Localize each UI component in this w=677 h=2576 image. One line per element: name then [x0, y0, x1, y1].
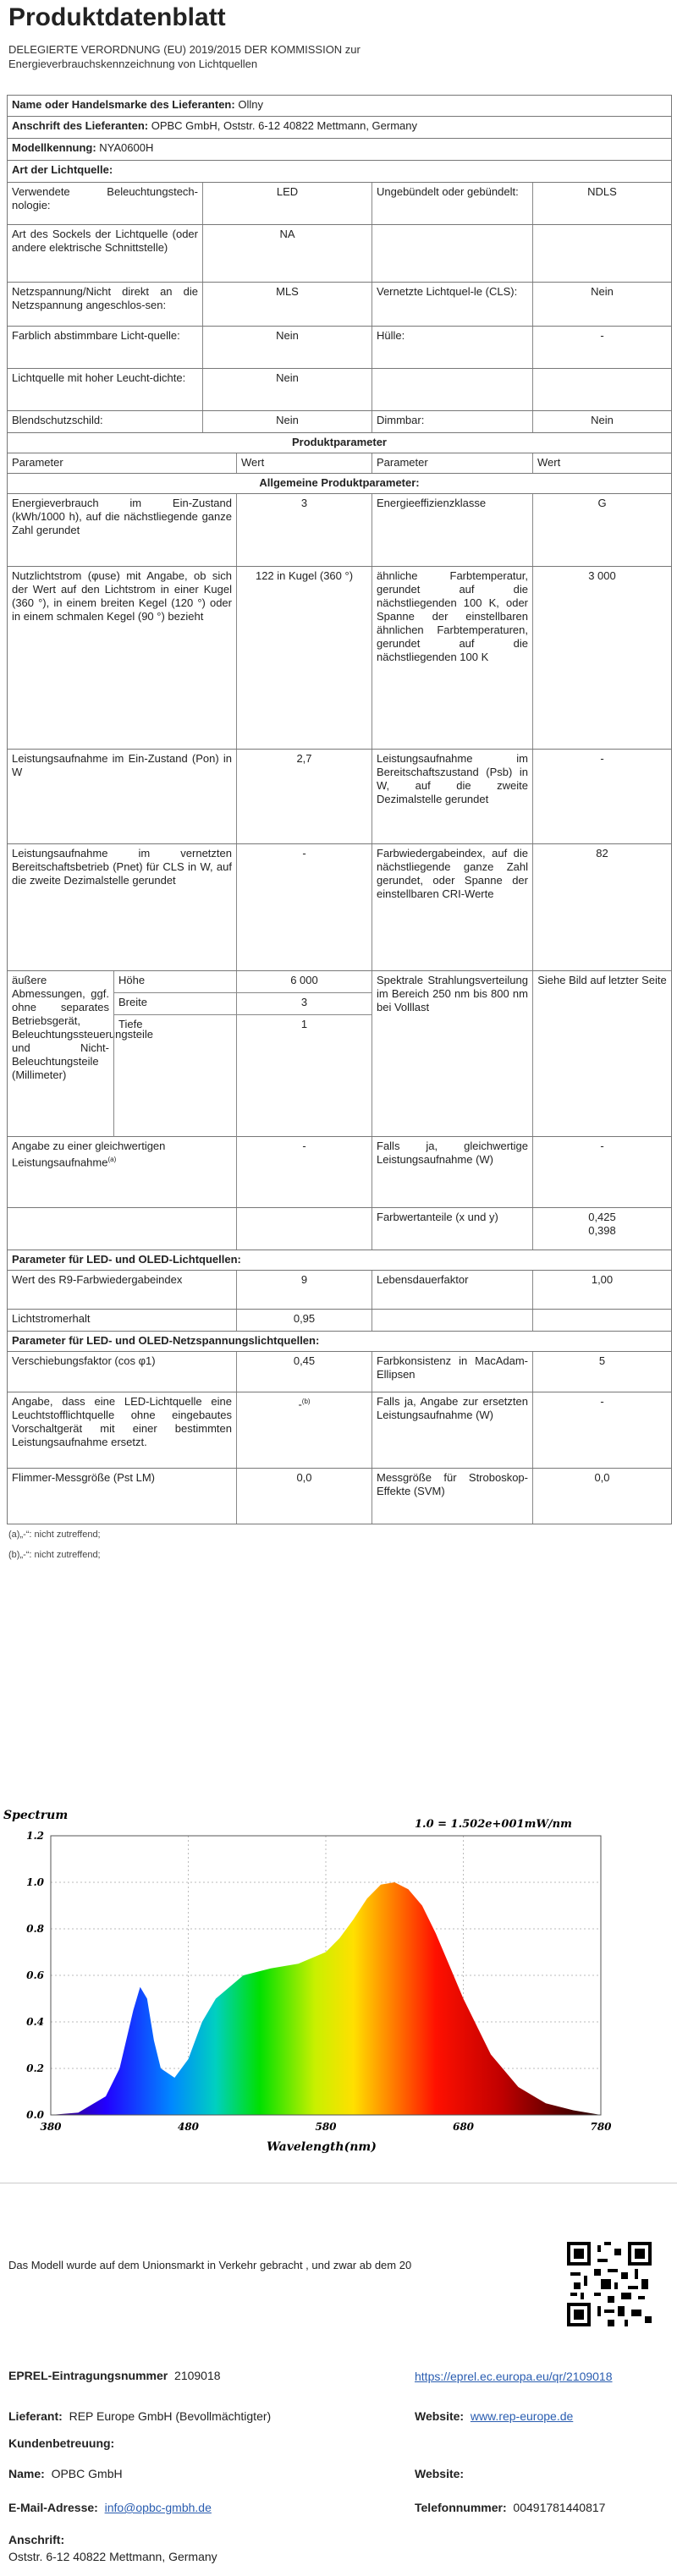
general-header-row [7, 474, 672, 494]
y-tick-label: 0.8 [26, 1923, 44, 1935]
type-value: Nein [202, 327, 372, 368]
general-value: 2,7 [236, 750, 372, 843]
cos-label: Verschiebungsfaktor (cos φ1) [12, 1354, 156, 1367]
life-label: Lebensdauerfaktor [372, 1271, 532, 1309]
macadam-label: Farbkonsistenz in MacAdam-Ellipsen [372, 1352, 532, 1392]
spectral-value: Siehe Bild auf letzter Seite [532, 971, 671, 1136]
col-param-2: Parameter [372, 453, 532, 473]
dim-name: Tiefe [113, 1015, 236, 1137]
general-param: Energieverbrauch im Ein-Zustand (kWh/1000 h), auf die nächstliegende ganze Zahl gerundet [12, 497, 232, 536]
mains-header-row [7, 1332, 672, 1352]
type-value-2 [532, 225, 671, 282]
lumen-label: Lichtstromerhalt [12, 1312, 91, 1325]
x-tick-label: 480 [177, 2121, 200, 2133]
type-param-2: Ungebündelt oder gebündelt: [372, 183, 532, 224]
supplier-name-value: Ollny [238, 98, 263, 111]
email-link[interactable]: info@opbc-gmbh.de [104, 2501, 212, 2514]
type-row [7, 225, 672, 283]
eprel-label: EPREL-Eintragungsnummer [8, 2369, 168, 2382]
dim-value: 6 000 [236, 971, 372, 993]
replace-value-2: - [532, 1392, 671, 1468]
y-tick-label: 1.0 [26, 1876, 44, 1888]
footnote-b: (b)„-“: nicht zutreffend; [8, 1550, 101, 1560]
type-header: Art der Lichtquelle: [12, 163, 113, 176]
type-param: Art des Sockels der Lichtquelle (oder andere elektrische Schnittstelle) [12, 228, 198, 254]
chromaticity-row [7, 1208, 672, 1250]
replace-label: Angabe, dass eine LED-Lichtquelle eine Leuchtstofflichtquelle ohne eingebautes Vorschaltgerät mit einer bestimmten Leistungsaufnahme ersetzt. [12, 1395, 232, 1448]
mains-header: Parameter für LED- und OLED-Netzspannungslichtquellen: [12, 1334, 320, 1347]
macadam-value: 5 [532, 1352, 671, 1392]
website-label: Website: [415, 2409, 465, 2423]
regulation-subtitle: DELEGIERTE VERORDNUNG (EU) 2019/2015 DER KOMMISSION zur Energieverbrauchskennzeichnung von Lichtquellen [8, 43, 361, 70]
column-header-row [7, 453, 672, 474]
x-tick-label: 780 [590, 2121, 612, 2133]
general-param-2: ähnliche Farbtemperatur, gerundet auf die nächstliegenden 100 K, oder Spanne der einstellbaren ähnlichen Farbtemperaturen, gerundet auf die nächstliegenden 100 K [372, 567, 532, 749]
equivalent-param-2: Falls ja, gleichwertige Leistungsaufnahme (W) [372, 1137, 532, 1207]
page-title: Produktdatenblatt [8, 3, 226, 31]
type-param: Lichtquelle mit hoher Leucht-dichte: [12, 371, 186, 384]
type-value: MLS [202, 283, 372, 326]
type-param: Netzspannung/Nicht direkt an die Netzspannung angeschlos-sen: [12, 285, 198, 311]
general-header: Allgemeine Produktparameter: [259, 476, 420, 489]
general-value-2: 3 000 [532, 567, 671, 749]
chromaticity-x: 0,425 [588, 1211, 616, 1223]
address-value: Oststr. 6-12 40822 Mettmann, Germany [8, 2550, 217, 2563]
led-header: Parameter für LED- und OLED-Lichtquellen: [12, 1253, 241, 1266]
flicker-label: Flimmer-Messgröße (Pst LM) [12, 1471, 156, 1484]
type-value-2 [532, 369, 671, 410]
email-label: E-Mail-Adresse: [8, 2501, 98, 2514]
y-tick-label: 0.2 [26, 2062, 44, 2074]
dimensions-row [7, 971, 672, 1137]
flicker-value: 0,0 [236, 1469, 372, 1524]
replace-value: - [298, 1398, 302, 1411]
type-row [7, 327, 672, 369]
general-value: 122 in Kugel (360 °) [236, 567, 372, 749]
type-row [7, 411, 672, 433]
footnote-a: (a)„-“: nicht zutreffend; [8, 1530, 101, 1540]
spectrum-chart [0, 1802, 618, 2157]
equivalent-label: Angabe zu einer gleichwertigen Leistungsaufnahme [12, 1140, 166, 1169]
type-value: NA [202, 225, 372, 282]
supplier2-value: REP Europe GmbH (Bevollmächtigter) [69, 2409, 272, 2423]
x-axis-label: Wavelength(nm) [267, 2140, 377, 2154]
supplier2-label: Lieferant: [8, 2409, 63, 2423]
type-param-2 [372, 369, 532, 410]
model-value: NYA0600H [99, 141, 154, 154]
type-value: Nein [202, 411, 372, 432]
dim-value: 3 [236, 993, 372, 1015]
type-param-2: Dimmbar: [372, 411, 532, 432]
eprel-link[interactable]: https://eprel.ec.europa.eu/qr/2109018 [415, 2370, 613, 2383]
general-row [7, 750, 672, 844]
dim-value: 1 [236, 1015, 372, 1137]
supplier-name-label: Name oder Handelsmarke des Lieferanten: [12, 98, 235, 111]
address-label: Anschrift: [8, 2533, 65, 2546]
type-value: Nein [202, 369, 372, 410]
equivalent-value: - [236, 1137, 372, 1207]
name-label: Name: [8, 2467, 45, 2480]
col-value-2: Wert [532, 453, 671, 473]
type-row [7, 369, 672, 411]
name-value: OPBC GmbH [51, 2467, 123, 2480]
type-param: Verwendete Beleuchtungstech-nologie: [12, 185, 198, 211]
y-tick-label: 1.2 [26, 1830, 44, 1842]
website2-label: Website: [415, 2467, 465, 2480]
general-param: Nutzlichtstrom (φuse) mit Angabe, ob sich der Wert auf den Lichtstrom in einer Kugel (360 °), in einem breiten Kegel (120 °) oder in einem schmalen Kegel (90 °) bezieht [12, 569, 232, 623]
type-value: LED [202, 183, 372, 224]
y-tick-label: 0.0 [26, 2109, 44, 2121]
product-params-header: Produktparameter [292, 436, 387, 448]
general-value-2: 82 [532, 844, 671, 970]
r9-value: 9 [236, 1271, 372, 1309]
type-param: Blendschutzschild: [12, 414, 103, 426]
lumen-row [7, 1310, 672, 1332]
led-header-row [7, 1250, 672, 1271]
general-value: - [236, 844, 372, 970]
cos-value: 0,45 [236, 1352, 372, 1392]
equivalent-row [7, 1137, 672, 1208]
general-value: 3 [236, 494, 372, 566]
general-row [7, 567, 672, 750]
general-value-2: - [532, 750, 671, 843]
product-params-header-row [7, 433, 672, 453]
flicker-row [7, 1469, 672, 1524]
general-param: Leistungsaufnahme im vernetzten Bereitschaftsbetrieb (Pnet) für CLS in W, auf die zweite Dezimalstelle gerundet [12, 847, 232, 887]
col-value: Wert [236, 453, 372, 473]
type-param-2 [372, 225, 532, 282]
life-value: 1,00 [532, 1271, 671, 1309]
type-value-2: - [532, 327, 671, 368]
general-param-2: Leistungsaufnahme im Bereitschaftszustand (Psb) in W, auf die zweite Dezimalstelle gerundet [372, 750, 532, 843]
equivalent-footnote-mark: (a) [107, 1156, 117, 1163]
model-label: Modellkennung: [12, 141, 96, 154]
replace-param-2: Falls ja, Angabe zur ersetzten Leistungsaufnahme (W) [372, 1392, 532, 1468]
equivalent-value-2: - [532, 1137, 671, 1207]
x-tick-label: 580 [315, 2121, 337, 2133]
type-row [7, 183, 672, 225]
y-tick-label: 0.6 [26, 1969, 44, 1981]
type-param-2: Vernetzte Lichtquel-le (CLS): [372, 283, 532, 326]
general-value-2: G [532, 494, 671, 566]
general-param-2: Farbwiedergabeindex, auf die nächstliegende ganze Zahl gerundet, oder Spanne der einstellbaren CRI-Werte [372, 844, 532, 970]
chart-annotation: 1.0 = 1.502e+001mW/nm [415, 1818, 572, 1831]
supplier-address-value: OPBC GmbH, Oststr. 6-12 40822 Mettmann, Germany [151, 119, 418, 132]
lumen-value: 0,95 [236, 1310, 372, 1331]
r9-row [7, 1271, 672, 1310]
customer-label: Kundenbetreuung: [8, 2436, 115, 2450]
type-value-2: Nein [532, 283, 671, 326]
supplier-address-label: Anschrift des Lieferanten: [12, 119, 149, 132]
phone-label: Telefonnummer: [415, 2501, 507, 2514]
dim-name: Breite [113, 993, 236, 1015]
type-param-2: Hülle: [372, 327, 532, 368]
replace-row [7, 1392, 672, 1469]
market-text: Das Modell wurde auf dem Unionsmarkt in Verkehr gebracht , und zwar ab dem 20 [8, 2259, 412, 2271]
supplier-name-row [7, 95, 672, 117]
supplier-address-row [7, 117, 672, 139]
type-row [7, 283, 672, 327]
svm-label: Messgröße für Stroboskop-Effekte (SVM) [372, 1469, 532, 1524]
phone-value: 00491781440817 [513, 2501, 606, 2514]
qr-code-icon [567, 2242, 652, 2326]
x-tick-label: 380 [40, 2121, 62, 2133]
eprel-number: 2109018 [174, 2369, 221, 2382]
y-tick-label: 0.4 [26, 2016, 44, 2028]
replace-footnote-mark: (b) [301, 1398, 311, 1405]
spectral-label: Spektrale Strahlungsverteilung im Bereich 250 nm bis 800 nm bei Volllast [372, 971, 532, 1136]
model-row [7, 139, 672, 161]
type-value-2: NDLS [532, 183, 671, 224]
website-link[interactable]: www.rep-europe.de [470, 2409, 574, 2423]
chart-title: Spectrum [3, 1809, 69, 1822]
general-row [7, 494, 672, 567]
type-value-2: Nein [532, 411, 671, 432]
general-param: Leistungsaufnahme im Ein-Zustand (Pon) in W [12, 752, 232, 778]
general-param-2: Energieeffizienzklasse [372, 494, 532, 566]
dimensions-label: äußere Abmessungen, ggf. ohne separates Betriebsgerät, Beleuchtungssteuerungsteile und Nicht-Beleuchtungsteile (Millimeter) [12, 974, 153, 1081]
chromaticity-y: 0,398 [588, 1224, 616, 1237]
cos-row [7, 1352, 672, 1392]
col-param: Parameter [12, 456, 63, 469]
dim-name: Höhe [113, 971, 236, 993]
chromaticity-label: Farbwertanteile (x und y) [372, 1208, 532, 1250]
type-header-row [7, 161, 672, 183]
general-row [7, 844, 672, 971]
svm-value: 0,0 [532, 1469, 671, 1524]
r9-label: Wert des R9-Farbwiedergabeindex [12, 1273, 183, 1286]
type-param: Farblich abstimmbare Licht-quelle: [12, 329, 180, 342]
x-tick-label: 680 [452, 2121, 475, 2133]
